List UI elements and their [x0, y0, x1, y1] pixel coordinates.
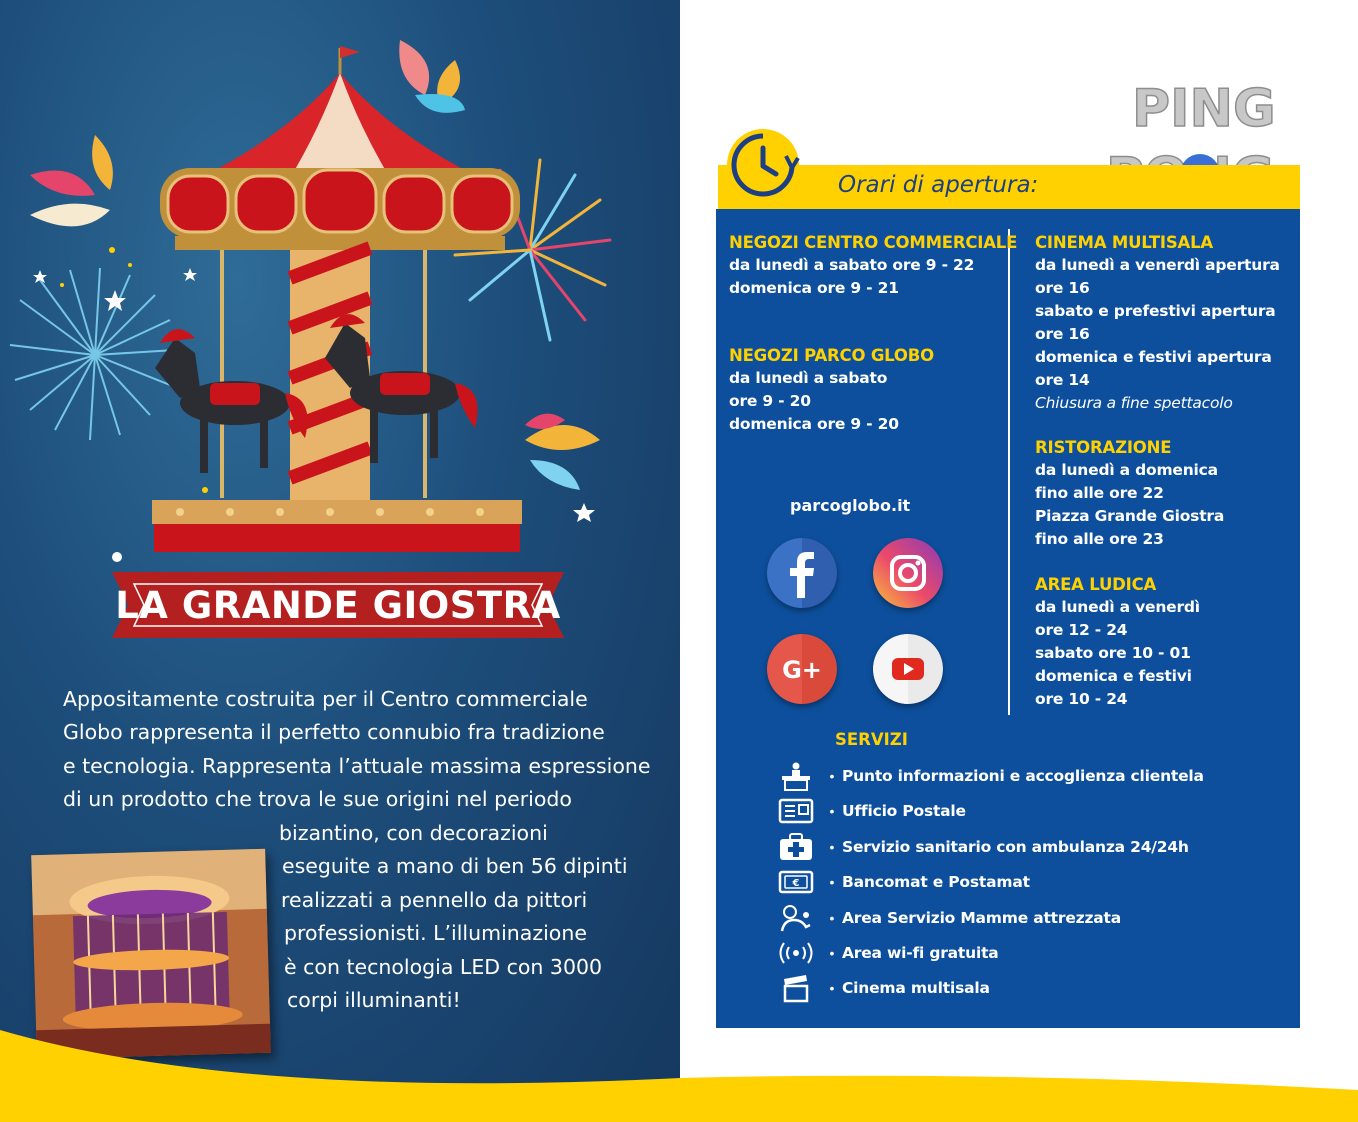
hours-line: da lunedì a venerdì apertura — [1035, 256, 1280, 274]
clock-icon — [724, 126, 802, 204]
hours-line: fino alle ore 23 — [1035, 530, 1164, 548]
hours-title: Orari di apertura: — [838, 172, 1039, 198]
bullet: • — [829, 910, 835, 926]
section-heading: NEGOZI PARCO GLOBO — [729, 346, 934, 365]
hours-line: ore 16 — [1035, 279, 1090, 297]
service-item — [772, 973, 1272, 1003]
hours-line: domenica e festivi — [1035, 667, 1192, 685]
post-office-icon — [772, 796, 820, 826]
service-item — [772, 938, 1272, 968]
instagram-icon[interactable] — [873, 538, 943, 608]
section-heading: AREA LUDICA — [1035, 575, 1157, 594]
description-line: eseguite a mano di ben 56 dipinti — [282, 854, 628, 878]
hours-right-column — [1035, 231, 1280, 711]
google-plus-icon[interactable] — [767, 634, 837, 704]
service-item — [772, 796, 1272, 826]
service-item — [772, 761, 1272, 791]
bullet: • — [829, 803, 835, 819]
description-line: è con tecnologia LED con 3000 — [284, 955, 603, 979]
hours-line: da lunedì a sabato ore 9 - 22 — [729, 256, 975, 274]
info-desk-icon — [772, 761, 820, 791]
hours-line: domenica ore 9 - 21 — [729, 279, 899, 297]
hours-line: da lunedì a venerdì — [1035, 598, 1200, 616]
logo-line1: PING — [1132, 79, 1276, 139]
service-label: Servizio sanitario con ambulanza 24/24h — [842, 838, 1189, 856]
service-item — [772, 832, 1272, 862]
bullet: • — [829, 980, 835, 996]
hours-left-column — [729, 231, 1017, 436]
service-label: Ufficio Postale — [842, 802, 966, 820]
hours-line: domenica ore 9 - 20 — [729, 415, 899, 433]
bullet: • — [829, 839, 835, 855]
atm-icon — [772, 867, 820, 897]
website-link[interactable]: parcoglobo.it — [790, 496, 911, 515]
hours-line: fino alle ore 22 — [1035, 484, 1164, 502]
section-heading: RISTORAZIONE — [1035, 438, 1172, 457]
svg-text:€: € — [792, 878, 800, 889]
description-line: Appositamente costruita per il Centro commerciale — [63, 687, 588, 711]
bullet: • — [829, 945, 835, 961]
hours-line: ore 12 - 24 — [1035, 621, 1128, 639]
description-line: di un prodotto che trova le sue origini nel periodo — [63, 787, 572, 811]
description-line: e tecnologia. Rappresenta l’attuale massima espressione — [63, 754, 651, 778]
baby-icon — [772, 903, 820, 933]
hours-line: da lunedì a domenica — [1035, 461, 1218, 479]
services-title: SERVIZI — [835, 730, 908, 749]
hours-line: da lunedì a sabato — [729, 369, 888, 387]
section-heading: CINEMA MULTISALA — [1035, 233, 1213, 252]
description-line: professionisti. L’illuminazione — [284, 921, 587, 945]
hours-line: sabato ore 10 - 01 — [1035, 644, 1191, 662]
description-line: bizantino, con decorazioni — [279, 821, 548, 845]
service-label: Bancomat e Postamat — [842, 873, 1030, 891]
bullet: • — [829, 768, 835, 784]
service-label: Punto informazioni e accoglienza clientela — [842, 767, 1204, 785]
service-item — [772, 867, 1272, 897]
first-aid-icon — [772, 832, 820, 862]
hours-line: ore 14 — [1035, 371, 1090, 389]
service-item — [772, 903, 1272, 933]
hours-line: Piazza Grande Giostra — [1035, 507, 1225, 525]
hours-note: Chiusura a fine spettacolo — [1035, 394, 1233, 412]
hours-line: ore 10 - 24 — [1035, 690, 1128, 708]
description-line: Globo rappresenta il perfetto connubio fra tradizione — [63, 720, 605, 744]
hours-line: ore 9 - 20 — [729, 392, 811, 410]
gplus-text: G+ — [782, 656, 822, 684]
youtube-icon[interactable] — [873, 634, 943, 704]
title-banner — [112, 568, 564, 642]
service-label: Cinema multisala — [842, 979, 990, 997]
hours-line: sabato e prefestivi apertura — [1035, 302, 1276, 320]
decorative-dot — [112, 552, 122, 562]
facebook-icon[interactable] — [767, 538, 837, 608]
carousel-illustration — [140, 38, 540, 558]
wifi-icon — [772, 938, 820, 968]
section-heading: NEGOZI CENTRO COMMERCIALE — [729, 233, 1018, 252]
description-line: realizzati a pennello da pittori — [281, 888, 588, 912]
description-line: corpi illuminanti! — [287, 988, 461, 1012]
service-label: Area wi-fi gratuita — [842, 944, 999, 962]
bullet: • — [829, 874, 835, 890]
service-label: Area Servizio Mamme attrezzata — [842, 909, 1122, 927]
page-title: LA GRANDE GIOSTRA — [115, 583, 561, 627]
hours-line: ore 16 — [1035, 325, 1090, 343]
hours-line: domenica e festivi apertura — [1035, 348, 1272, 366]
clapperboard-icon — [772, 973, 820, 1003]
